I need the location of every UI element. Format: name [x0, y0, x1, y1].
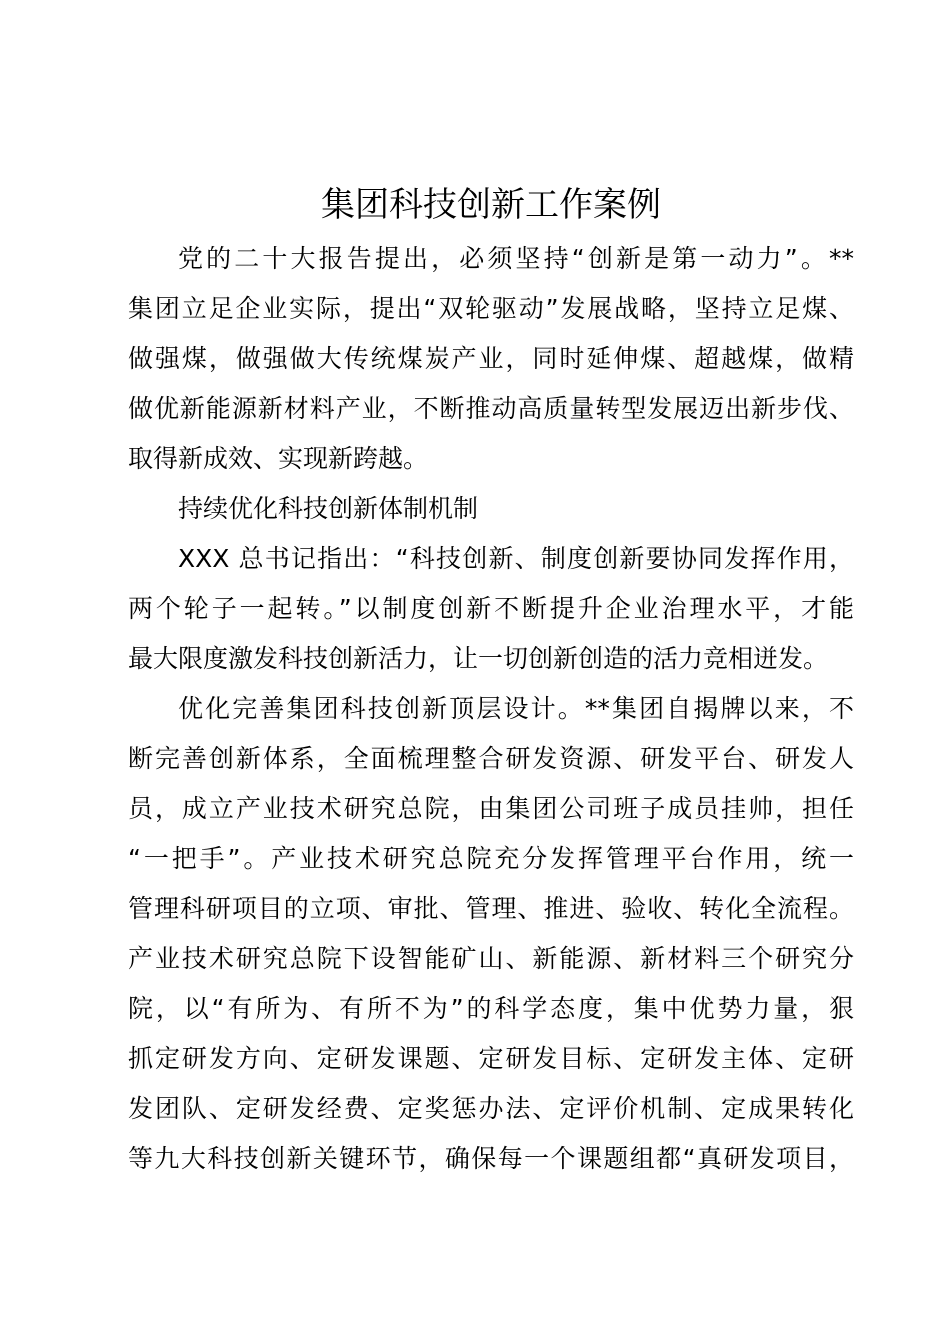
paragraph-design: [128, 684, 854, 1184]
paragraph-line: XXX 总书记指出：“科技创新、制度创新要协同发挥作用，: [178, 544, 854, 573]
paragraph-line: 抓定研发方向、定研发课题、定研发目标、定研发主体、定研: [128, 1044, 854, 1073]
paragraph-line: “一把手”。产业技术研究总院充分发挥管理平台作用，统一: [128, 844, 854, 873]
paragraph-line: 集团立足企业实际，提出“双轮驱动”发展战略，坚持立足煤、: [128, 294, 854, 323]
paragraph-line: 管理科研项目的立项、审批、管理、推进、验收、转化全流程。: [128, 894, 854, 923]
section-heading: 持续优化科技创新体制机制: [178, 494, 479, 523]
paragraph-line: 优化完善集团科技创新顶层设计。**集团自揭牌以来，不: [178, 694, 854, 723]
paragraph-line: 院，以“有所为、有所不为”的科学态度，集中优势力量，狠: [128, 994, 854, 1023]
paragraph-line: 等九大科技创新关键环节，确保每一个课题组都“真研发项目，: [128, 1144, 854, 1173]
paragraph-intro: [128, 234, 854, 484]
paragraph-line: 取得新成效、实现新跨越。: [128, 444, 429, 473]
paragraph-line: 发团队、定研发经费、定奖惩办法、定评价机制、定成果转化: [128, 1094, 854, 1123]
paragraph-line: 两个轮子一起转。”以制度创新不断提升企业治理水平，才能: [128, 594, 854, 623]
paragraph-line: 最大限度激发科技创新活力，让一切创新创造的活力竞相迸发。: [128, 644, 829, 673]
paragraph-line: 党的二十大报告提出，必须坚持“创新是第一动力”。**: [178, 244, 854, 273]
paragraph-line: 产业技术研究总院下设智能矿山、新能源、新材料三个研究分: [128, 944, 854, 973]
document-title: 集团科技创新工作案例: [321, 185, 661, 225]
paragraph-line: 断完善创新体系，全面梳理整合研发资源、研发平台、研发人: [128, 744, 854, 773]
paragraph-line: 员，成立产业技术研究总院，由集团公司班子成员挂帅，担任: [128, 794, 854, 823]
document-page: [128, 176, 854, 1184]
paragraph-quote: [128, 534, 854, 684]
paragraph-line: 做强煤，做强做大传统煤炭产业，同时延伸煤、超越煤，做精: [128, 344, 854, 373]
paragraph-line: 做优新能源新材料产业，不断推动高质量转型发展迈出新步伐、: [128, 394, 854, 423]
